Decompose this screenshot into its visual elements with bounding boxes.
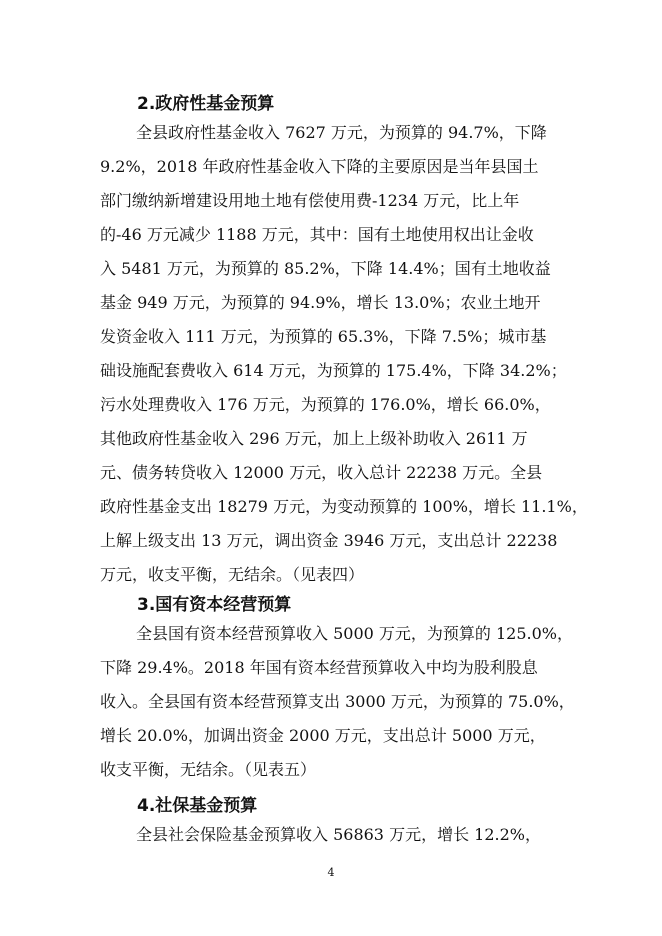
paragraph-line: 下降 29.4%。2018 年国有资本经营预算收入中均为股利股息 — [100, 658, 538, 677]
paragraph-line: 其他政府性基金收入 296 万元，加上上级补助收入 2611 万 — [100, 429, 528, 448]
paragraph-line: 增长 20.0%，加调出资金 2000 万元，支出总计 5000 万元， — [100, 726, 546, 745]
paragraph-state-capital — [100, 617, 575, 787]
section-heading-state-capital: 3.国有资本经营预算 — [137, 595, 292, 615]
paragraph-line: 元、债务转贷收入 12000 万元，收入总计 22238 万元。全县 — [100, 463, 543, 482]
paragraph-line: 基金 949 万元，为预算的 94.9%，增长 13.0%；农业土地开 — [100, 293, 541, 312]
paragraph-line: 全县社会保险基金预算收入 56863 万元，增长 12.2%， — [136, 825, 541, 844]
paragraph-line: 的-46 万元减少 1188 万元，其中：国有土地使用权出让金收 — [100, 225, 534, 244]
paragraph-government-fund — [100, 116, 588, 592]
paragraph-line: 上解上级支出 13 万元，调出资金 3946 万元，支出总计 22238 — [100, 531, 558, 550]
paragraph-social-security — [100, 818, 570, 852]
paragraph-line: 收入。全县国有资本经营预算支出 3000 万元，为预算的 75.0%， — [100, 692, 575, 711]
paragraph-line: 万元，收支平衡，无结余。（见表四） — [100, 565, 365, 584]
paragraph-line: 入 5481 万元，为预算的 85.2%，下降 14.4%；国有土地收益 — [100, 259, 551, 278]
paragraph-line: 收支平衡，无结余。（见表五） — [100, 760, 317, 779]
section-heading-government-fund: 2.政府性基金预算 — [137, 94, 275, 114]
paragraph-line: 发资金收入 111 万元，为预算的 65.3%，下降 7.5%；城市基 — [100, 327, 547, 346]
paragraph-line: 础设施配套费收入 614 万元，为预算的 175.4%，下降 34.2%； — [100, 361, 567, 380]
paragraph-line: 政府性基金支出 18279 万元，为变动预算的 100%，增长 11.1%， — [100, 497, 588, 516]
paragraph-line: 9.2%，2018 年政府性基金收入下降的主要原因是当年县国土 — [100, 157, 539, 176]
paragraph-line: 污水处理费收入 176 万元，为预算的 176.0%，增长 66.0%， — [100, 395, 551, 414]
page-number: 4 — [327, 866, 335, 879]
section-heading-social-security: 4.社保基金预算 — [137, 796, 258, 816]
paragraph-line: 部门缴纳新增建设用地土地有偿使用费-1234 万元，比上年 — [100, 191, 520, 210]
paragraph-line: 全县国有资本经营预算收入 5000 万元，为预算的 125.0%， — [136, 624, 573, 643]
paragraph-line: 全县政府性基金收入 7627 万元，为预算的 94.7%，下降 — [136, 123, 547, 142]
